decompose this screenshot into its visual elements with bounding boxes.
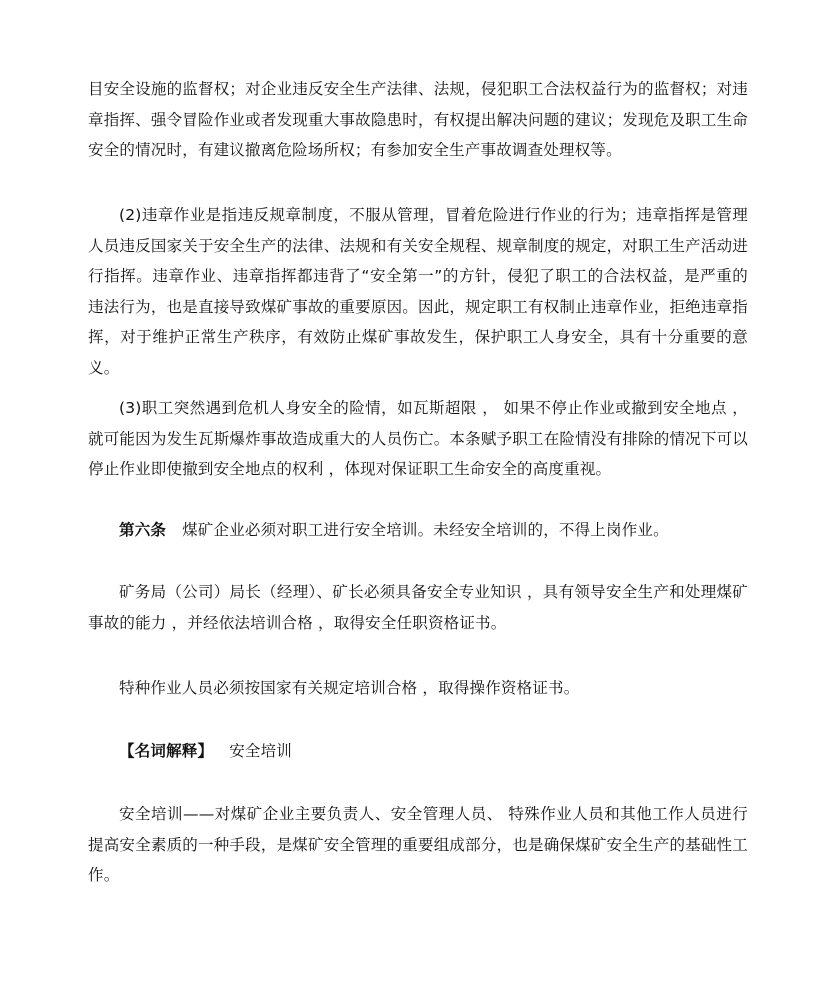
paragraph-mine-director: 矿务局（公司）局长（经理）、矿长必须具备安全专业知识 ，具有领导安全生产和处理煤矿事故的能力 ，并经依法培训合格 ，取得安全任职资格证书。 (88, 583, 748, 632)
term-label: 【名词解释】 (119, 742, 214, 760)
paragraph-danger-evacuation: (3)职工突然遇到危机人身安全的险情，如瓦斯超限 ， 如果不停止作业或撤到安全地点 ， 就可能因为发生瓦斯爆炸事故造成重大的人员伤亡。本条赋予职工在险情没有排除的情况下可以停止作业即使撤到安全地点的权利 ，体现对保证职工生命安全的高度重视。 (88, 399, 748, 478)
paragraph-special-operators: 特种作业人员必须按国家有关规定培训合格 ，取得操作资格证书。 (119, 679, 580, 697)
paragraph-supervision-rights: 目安全设施的监督权；对企业违反安全生产法律、法规，侵犯职工合法权益行为的监督权；对违章指挥、强令冒险作业或者发现重大事故隐患时，有权提出解决问题的建议；发现危及职工生命安全的情况时，有建议撤离危险场所权；有参加安全生产事故调查处理权等。 (88, 80, 748, 159)
article-text: 煤矿企业必须对职工进行安全培训。未经安全培训的，不得上岗作业。 (182, 521, 669, 539)
paragraph-term-heading (88, 736, 748, 767)
paragraph-article-six (88, 515, 748, 546)
paragraph-illegal-operation: (2)违章作业是指违反规章制度，不服从管理，冒着危险进行作业的行为；违章指挥是管理人员违反国家关于安全生产的法律、法规和有关安全规程、规章制度的规定，对职工生产活动进行指挥。违章作业、违章指挥都违背了“安全第一”的方针，侵犯了职工的合法权益，是严重的违法行为，也是直接导致煤矿事故的重要原因。因此，规定职工有权制止违章作业，拒绝违章指挥，对于维护正常生产秩序，有效防止煤矿事故发生，保护职工人身安全，具有十分重要的意义。 (88, 206, 748, 377)
paragraph-term-definition: 安全培训——对煤矿企业主要负责人、安全管理人员、 特殊作业人员和其他工作人员进行提高安全素质的一种手段，是煤矿安全管理的重要组成部分，也是确保煤矿安全生产的基础性工作。 (88, 805, 748, 884)
article-label: 第六条 (119, 521, 167, 539)
term-name: 安全培训 (229, 742, 293, 760)
